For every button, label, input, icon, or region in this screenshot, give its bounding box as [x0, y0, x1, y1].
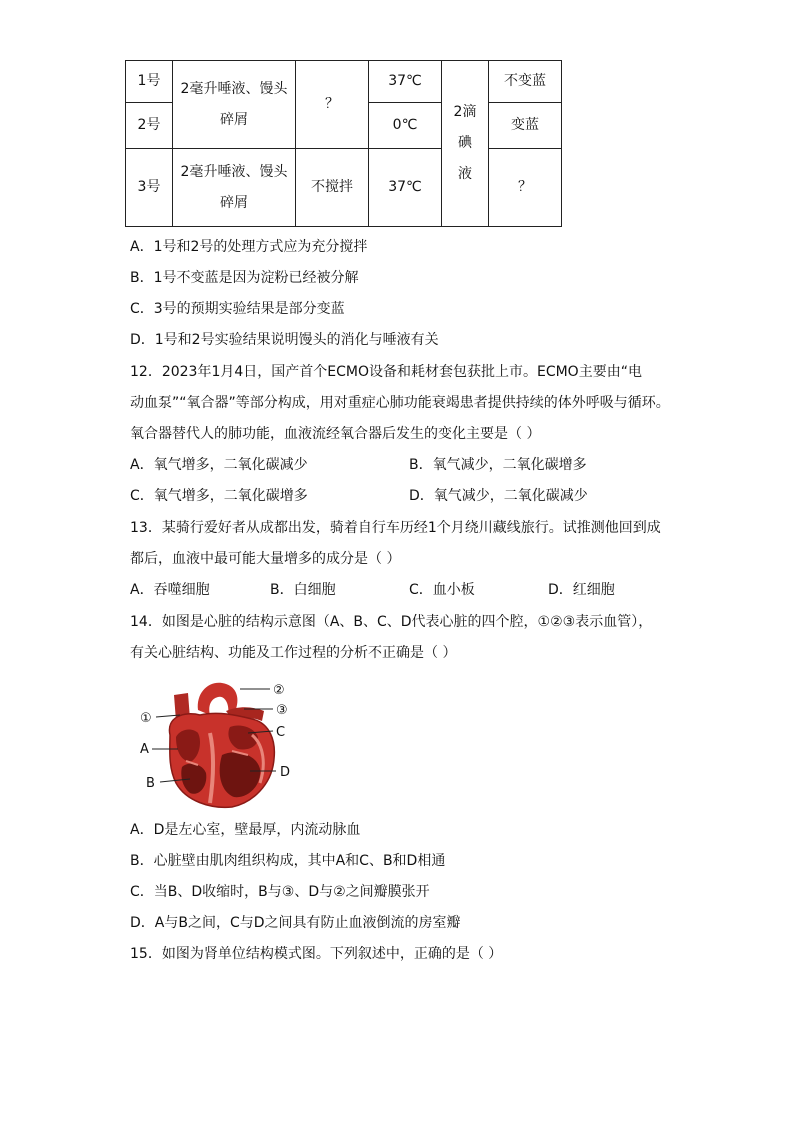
table-row: [126, 61, 562, 103]
label-chamber-c: C: [276, 725, 286, 740]
label-chamber-a: A: [140, 742, 149, 757]
table-cell-temp: 37℃: [369, 149, 442, 227]
q13-stem-line-1: 13．某骑行爱好者从成都出发，骑着自行车历经1个月绕川藏线旅行。试推测他回到成: [130, 520, 661, 536]
q11-option-d: D．1号和2号实验结果说明馒头的消化与唾液有关: [130, 332, 439, 348]
q13-option-b: B．白细胞: [270, 582, 336, 598]
table-cell-id: 2号: [126, 103, 173, 149]
q14-option-d: D．A与B之间，C与D之间具有防止血液倒流的房室瓣: [130, 915, 461, 931]
heart-illustration: [140, 675, 300, 815]
table-row: [126, 149, 562, 227]
table-cell-treatment: 不搅拌: [296, 149, 369, 227]
q13-option-c: C．血小板: [409, 582, 475, 598]
table-cell-material: 2毫升唾液、馒头碎屑: [173, 61, 296, 149]
q11-option-b: B．1号不变蓝是因为淀粉已经被分解: [130, 270, 359, 286]
table-cell-reagent: 2滴碘液: [442, 61, 489, 227]
label-chamber-d: D: [280, 765, 291, 780]
table-cell-result: ？: [489, 149, 562, 227]
label-vessel-2: ②: [273, 683, 285, 698]
q14-option-a: A．D是左心室，壁最厚，内流动脉血: [130, 822, 361, 838]
q12-option-b: B．氧气减少，二氧化碳增多: [409, 457, 587, 473]
table-cell-id: 1号: [126, 61, 173, 103]
label-vessel-3: ③: [276, 703, 288, 718]
q12-option-d: D．氧气减少，二氧化碳减少: [409, 488, 588, 504]
q12-stem-line-1: 12．2023年1月4日，国产首个ECMO设备和耗材套包获批上市。ECMO主要由“电: [130, 364, 642, 380]
q13-stem-line-2: 都后，血液中最可能大量增多的成分是（ ）: [130, 551, 401, 567]
label-vessel-1: ①: [140, 711, 152, 726]
q15-stem-line-1: 15．如图为肾单位结构模式图。下列叙述中，正确的是（ ）: [130, 946, 503, 962]
q11-option-a: A．1号和2号的处理方式应为充分搅拌: [130, 239, 368, 255]
table-cell-temp: 0℃: [369, 103, 442, 149]
q13-option-a: A．吞噬细胞: [130, 582, 210, 598]
table-cell-result: 变蓝: [489, 103, 562, 149]
q14-option-b: B．心脏壁由肌肉组织构成，其中A和C、B和D相通: [130, 853, 446, 869]
experiment-table: [125, 60, 562, 227]
q14-option-c: C．当B、D收缩时，B与③、D与②之间瓣膜张开: [130, 884, 430, 900]
q14-stem-line-2: 有关心脏结构、功能及工作过程的分析不正确是（ ）: [130, 645, 457, 661]
table-cell-temp: 37℃: [369, 61, 442, 103]
q13-option-d: D．红细胞: [548, 582, 615, 598]
q11-option-c: C．3号的预期实验结果是部分变蓝: [130, 301, 345, 317]
q12-option-c: C．氧气增多，二氧化碳增多: [130, 488, 308, 504]
heart-diagram: [140, 675, 300, 815]
table-cell-id: 3号: [126, 149, 173, 227]
label-chamber-b: B: [146, 776, 155, 791]
table-cell-treatment: ？: [296, 61, 369, 149]
q12-stem-line-3: 氧合器替代人的肺功能，血液流经氧合器后发生的变化主要是（ ）: [130, 426, 541, 442]
q14-stem-line-1: 14．如图是心脏的结构示意图（A、B、C、D代表心脏的四个腔，①②③表示血管），: [130, 614, 653, 630]
q12-stem-line-2: 动血泵”“氧合器”等部分构成，用对重症心肺功能衰竭患者提供持续的体外呼吸与循环。: [130, 395, 670, 411]
table-cell-result: 不变蓝: [489, 61, 562, 103]
table-cell-material: 2毫升唾液、馒头碎屑: [173, 149, 296, 227]
q12-option-a: A．氧气增多，二氧化碳减少: [130, 457, 308, 473]
